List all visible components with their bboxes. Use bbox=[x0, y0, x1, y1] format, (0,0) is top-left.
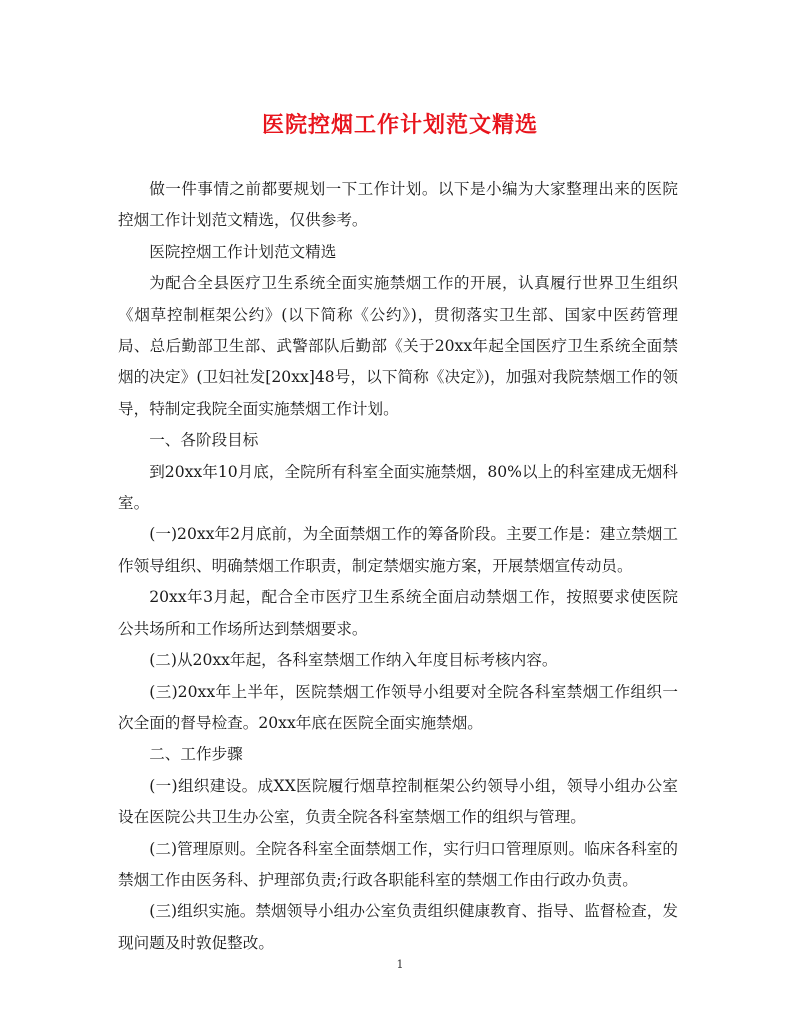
paragraph-purpose: 为配合全县医疗卫生系统全面实施禁烟工作的开展，认真履行世界卫生组织《烟草控制框架公约》(以下简称《公约》)，贯彻落实卫生部、国家中医药管理局、总后勤部卫生部、武警部队后勤部《关于20xx年起全国医疗卫生系统全面禁烟的决定》(卫妇社发[20xx]48号，以下简称《决定》)，加强对我院禁烟工作的领导，特制定我院全面实施禁烟工作计划。 bbox=[118, 274, 678, 418]
paragraph-goal-3: (三)20xx年上半年，医院禁烟工作领导小组要对全院各科室禁烟工作组织一次全面的督导检查。20xx年底在医院全面实施禁烟。 bbox=[118, 682, 678, 732]
page-number: 1 bbox=[396, 958, 404, 971]
paragraph-subtitle: 医院控烟工作计划范文精选 bbox=[149, 242, 337, 261]
document-title: 医院控烟工作计划范文精选 bbox=[261, 112, 538, 138]
paragraph-goal-2: (二)从20xx年起，各科室禁烟工作纳入年度目标考核内容。 bbox=[149, 651, 558, 670]
paragraph-step-3: (三)组织实施。禁烟领导小组办公室负责组织健康教育、指导、监督检查，发现问题及时敦促整改。 bbox=[118, 902, 678, 952]
paragraph-goal-march: 20xx年3月起，配合全市医疗卫生系统全面启动禁烟工作，按照要求使医院公共场所和工作场所达到禁烟要求。 bbox=[118, 588, 678, 638]
paragraph-step-1: (一)组织建设。成XX医院履行烟草控制框架公约领导小组，领导小组办公室设在医院公共卫生办公室，负责全院各科室禁烟工作的组织与管理。 bbox=[118, 776, 678, 827]
document-body bbox=[118, 174, 678, 959]
paragraph-goal-overall: 到20xx年10月底，全院所有科室全面实施禁烟，80%以上的科室建成无烟科室。 bbox=[118, 462, 678, 513]
paragraph-intro: 做一件事情之前都要规划一下工作计划。以下是小编为大家整理出来的医院控烟工作计划范文精选，仅供参考。 bbox=[118, 180, 678, 230]
section-heading-goals: 一、各阶段目标 bbox=[149, 431, 259, 450]
section-heading-steps: 二、工作步骤 bbox=[149, 745, 243, 764]
paragraph-goal-1: (一)20xx年2月底前，为全面禁烟工作的筹备阶段。主要工作是：建立禁烟工作领导组织、明确禁烟工作职责，制定禁烟实施方案，开展禁烟宣传动员。 bbox=[118, 525, 678, 575]
paragraph-step-2: (二)管理原则。全院各科室全面禁烟工作，实行归口管理原则。临床各科室的禁烟工作由医务科、护理部负责;行政各职能科室的禁烟工作由行政办负责。 bbox=[118, 839, 678, 889]
